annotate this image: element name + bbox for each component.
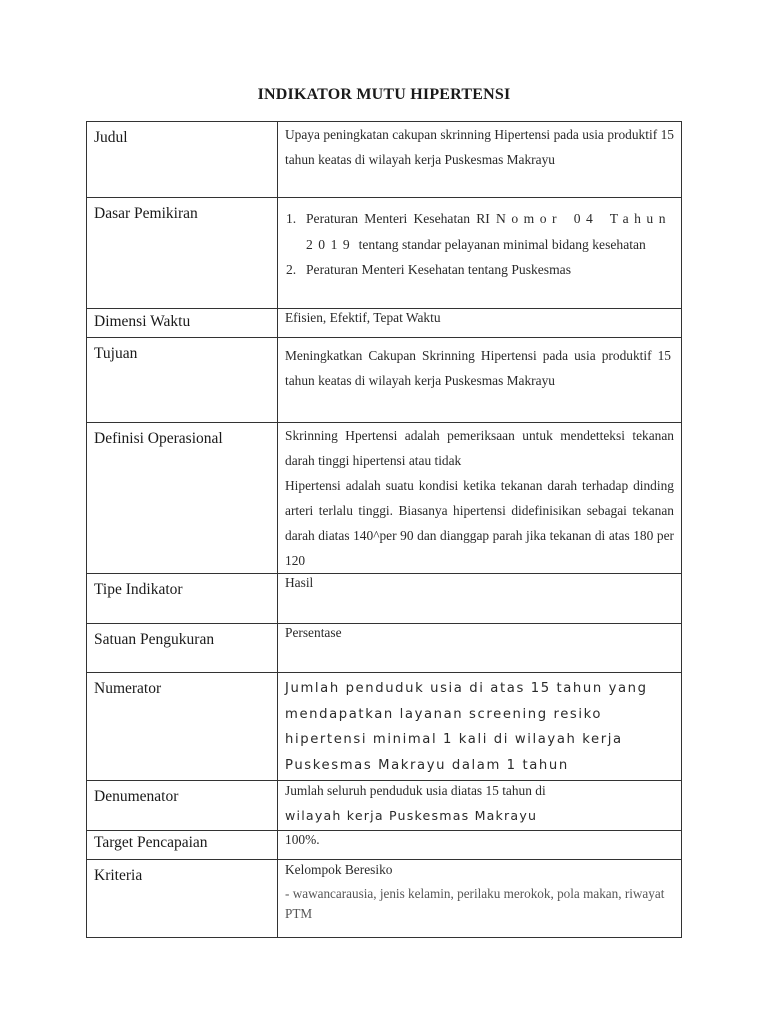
row-tipe-indikator bbox=[87, 574, 682, 624]
value-cell bbox=[278, 309, 682, 338]
row-dimensi-waktu bbox=[87, 309, 682, 338]
row-dasar-pemikiran bbox=[87, 198, 682, 309]
row-label-satuan-pengukuran: Satuan Pengukuran bbox=[94, 631, 215, 648]
row-label-target-pencapaian: Target Pencapaian bbox=[94, 834, 208, 851]
regulation-text: Peraturan Menteri Kesehatan RI bbox=[306, 211, 497, 226]
label-cell bbox=[87, 860, 278, 938]
value-cell bbox=[278, 122, 682, 198]
regulation-item bbox=[286, 257, 671, 283]
row-satuan-pengukuran bbox=[87, 624, 682, 673]
row-kriteria bbox=[87, 860, 682, 938]
row-value-target-pencapaian: 100%. bbox=[285, 832, 320, 847]
row-value-kriteria: Kelompok Beresiko bbox=[285, 862, 393, 877]
row-denumenator bbox=[87, 781, 682, 831]
regulation-list bbox=[286, 206, 671, 283]
list-number: 2. bbox=[286, 262, 297, 277]
row-target-pencapaian bbox=[87, 831, 682, 860]
row-value-dimensi-waktu: Efisien, Efektif, Tepat Waktu bbox=[285, 310, 441, 325]
value-cell bbox=[278, 198, 682, 309]
regulation-item bbox=[286, 206, 671, 257]
value-cell bbox=[278, 574, 682, 624]
row-value-tujuan: Meningkatkan Cakupan Skrinning Hipertensi pada usia produktif 15 tahun keatas di wilayah kerja Puskesmas Makrayu bbox=[285, 348, 671, 388]
row-label-dimensi-waktu: Dimensi Waktu bbox=[94, 313, 191, 330]
label-cell bbox=[87, 423, 278, 574]
row-definisi-operasional bbox=[87, 423, 682, 574]
definition-paragraph: Skrinning Hpertensi adalah pemeriksaan untuk mendetteksi tekanan darah tinggi hipertensi atau tidak bbox=[285, 428, 674, 468]
row-label-numerator: Numerator bbox=[94, 680, 162, 697]
label-cell bbox=[87, 831, 278, 860]
row-value-denumenator: Jumlah seluruh penduduk usia diatas 15 tahun di bbox=[285, 783, 546, 798]
regulation-text: Peraturan Menteri Kesehatan tentang Puskesmas bbox=[306, 262, 571, 277]
value-cell bbox=[278, 781, 682, 831]
label-cell bbox=[87, 338, 278, 423]
row-label-dasar-pemikiran: Dasar Pemikiran bbox=[94, 205, 198, 222]
row-value-judul: Upaya peningkatan cakupan skrinning Hipertensi pada usia produktif 15 tahun keatas di wilayah kerja Puskesmas Makrayu bbox=[285, 127, 674, 167]
row-value-tipe-indikator: Hasil bbox=[285, 575, 314, 590]
regulation-text-cont: tentang standar pelayanan minimal bidang kesehatan bbox=[355, 236, 646, 252]
label-cell bbox=[87, 309, 278, 338]
label-cell bbox=[87, 198, 278, 309]
label-cell bbox=[87, 574, 278, 624]
regulation-number-text: Nomor 04 Tahun 2019 bbox=[306, 211, 671, 252]
value-cell bbox=[278, 673, 682, 781]
row-value-numerator: Jumlah penduduk usia di atas 15 tahun yang mendapatkan layanan screening resiko hipertensi minimal 1 kali di wilayah kerja Puskesmas Makrayu dalam 1 tahun bbox=[285, 681, 648, 773]
row-label-judul: Judul bbox=[94, 129, 128, 146]
row-judul bbox=[87, 122, 682, 198]
row-label-tipe-indikator: Tipe Indikator bbox=[94, 581, 183, 598]
indicator-table bbox=[86, 121, 682, 938]
row-value-denumenator-cont: wilayah kerja Puskesmas Makrayu bbox=[285, 808, 538, 823]
value-cell bbox=[278, 624, 682, 673]
row-label-denumenator: Denumenator bbox=[94, 788, 179, 805]
row-numerator bbox=[87, 673, 682, 781]
label-cell bbox=[87, 624, 278, 673]
label-cell bbox=[87, 122, 278, 198]
definition-paragraph: Hipertensi adalah suatu kondisi ketika tekanan darah terhadap dinding arteri terlalu tinggi. Biasanya hipertensi didefinisikan sebagai tekanan darah diatas 140^per 90 dan dianggap parah jika tekanan di atas 180 per 120 bbox=[285, 478, 674, 568]
label-cell bbox=[87, 673, 278, 781]
row-value-kriteria-detail: - wawancarausia, jenis kelamin, perilaku merokok, pola makan, riwayat PTM bbox=[285, 886, 665, 921]
label-cell bbox=[87, 781, 278, 831]
row-tujuan bbox=[87, 338, 682, 423]
value-cell bbox=[278, 860, 682, 938]
page-title: INDIKATOR MUTU HIPERTENSI bbox=[257, 86, 511, 103]
list-number: 1. bbox=[286, 211, 297, 226]
row-value-satuan-pengukuran: Persentase bbox=[285, 625, 342, 640]
row-label-kriteria: Kriteria bbox=[94, 867, 143, 884]
value-cell bbox=[278, 338, 682, 423]
row-label-definisi-operasional: Definisi Operasional bbox=[94, 430, 223, 447]
value-cell bbox=[278, 423, 682, 574]
row-label-tujuan: Tujuan bbox=[94, 345, 138, 362]
value-cell bbox=[278, 831, 682, 860]
